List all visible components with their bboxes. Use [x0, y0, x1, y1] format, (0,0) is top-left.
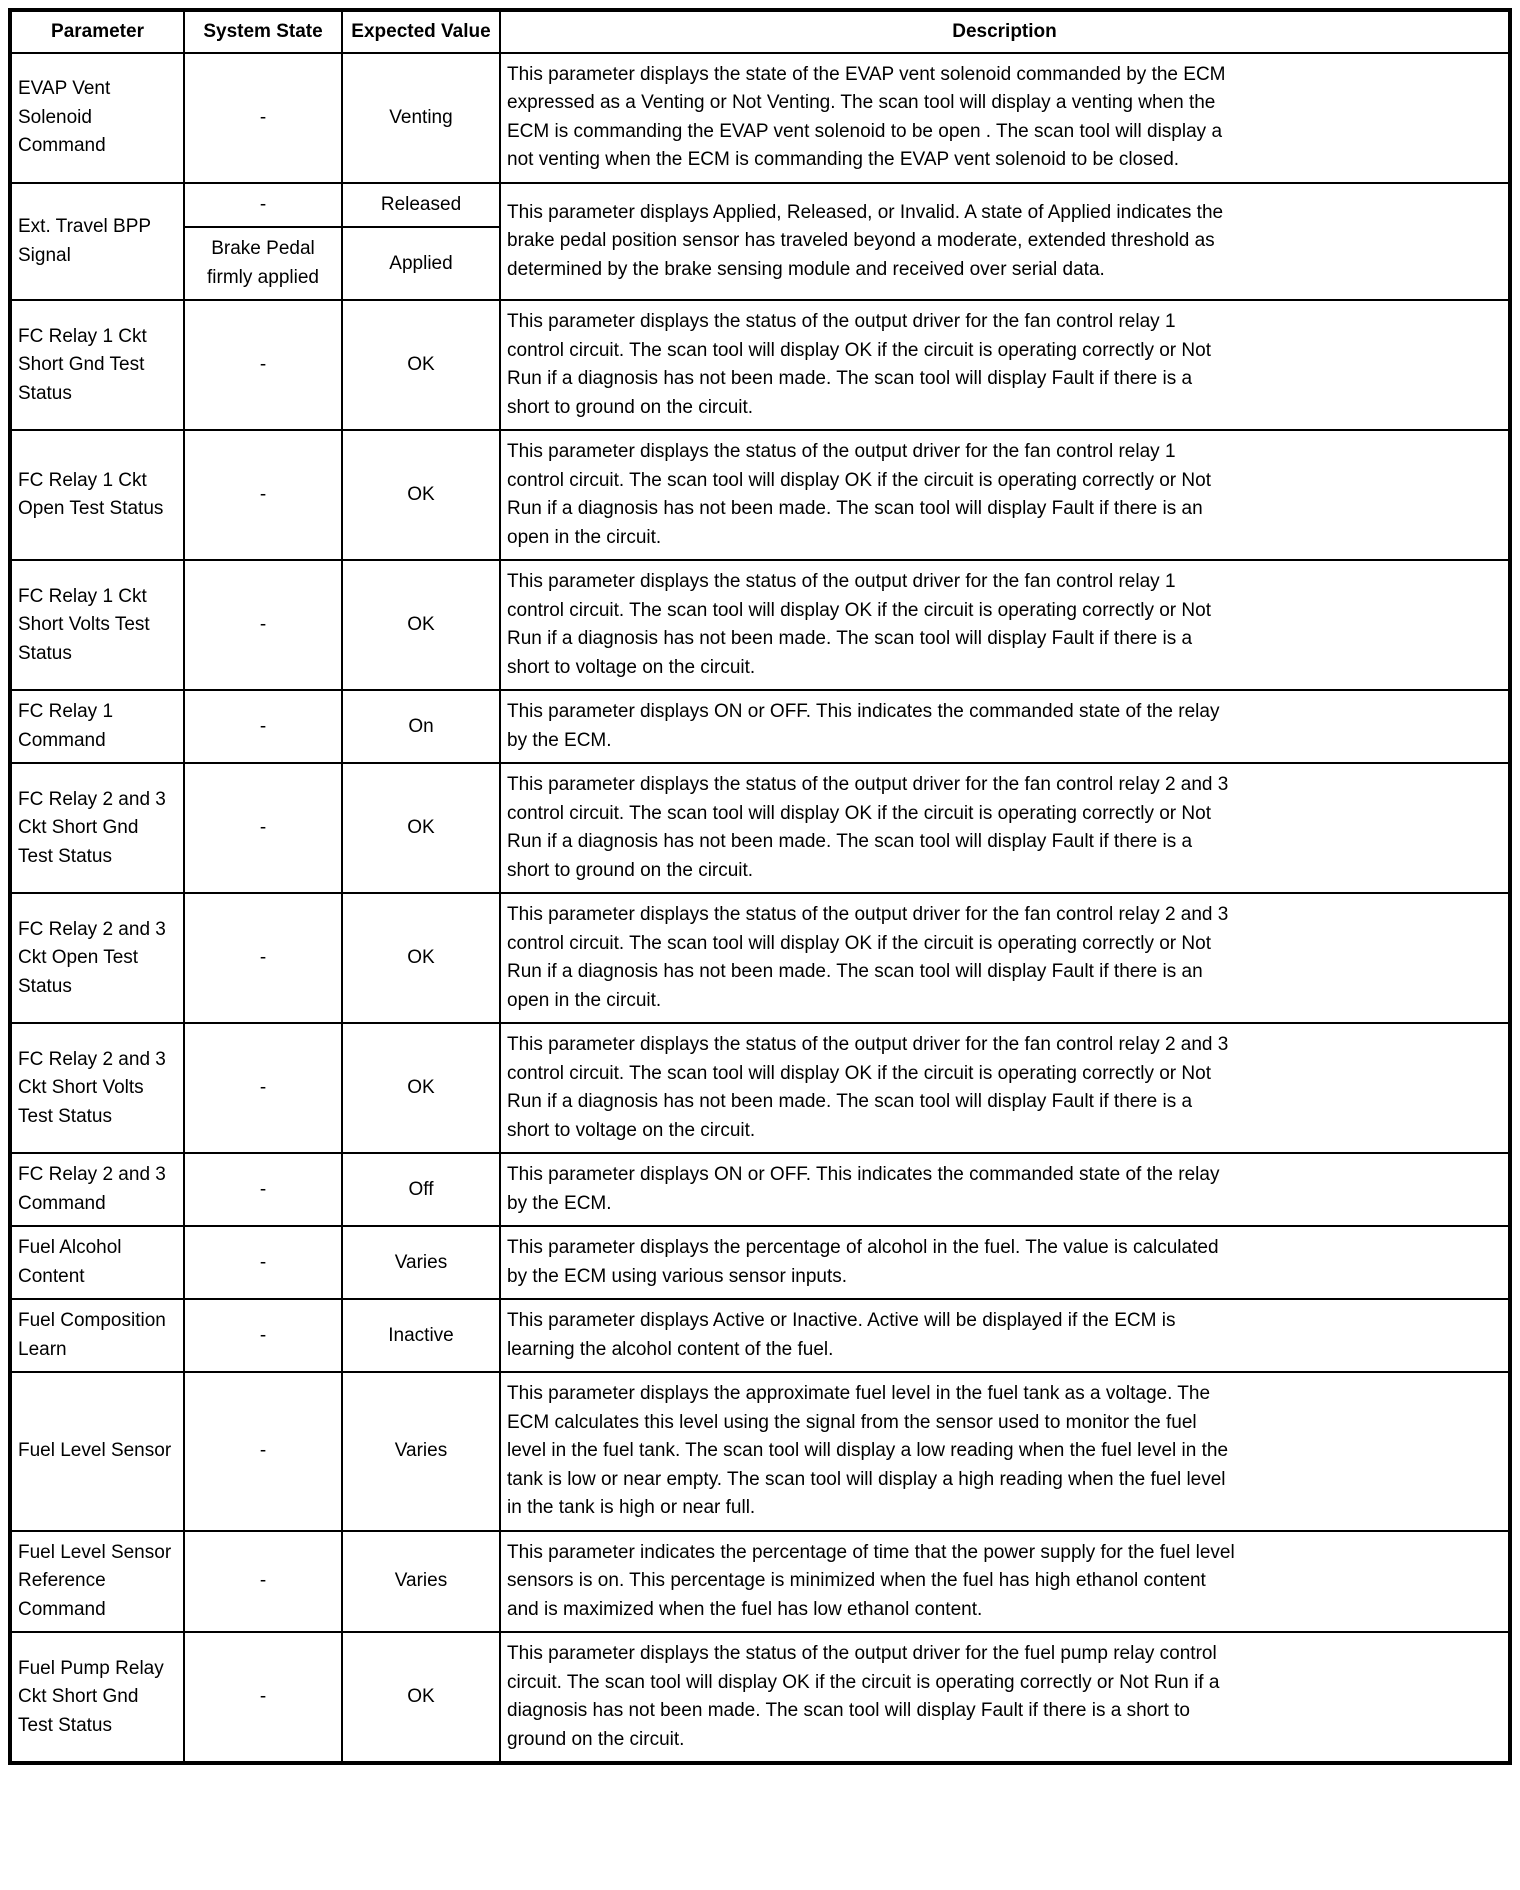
system-state-cell: - — [184, 1299, 342, 1372]
description-text: This parameter displays the status of the output driver for the fuel pump relay control circuit. The scan tool will display OK if the circuit is operating correctly or Not Run if a diagnosis has not been made. The scan tool will display Fault if there is a short to ground on the circuit. — [507, 1643, 1220, 1750]
system-state-cell: - — [184, 1023, 342, 1153]
parameter-cell: FC Relay 1 Ckt Short Volts Test Status — [10, 560, 184, 690]
description-cell — [500, 1153, 1510, 1226]
system-state-cell: Brake Pedal firmly applied — [184, 227, 342, 300]
description-text: This parameter displays the status of the output driver for the fan control relay 2 and 3 control circuit. The scan tool will display OK if the circuit is operating correctly or Not Run if a diagnosis has not been made. The scan tool will display Fault if there is an open in the circuit. — [507, 904, 1229, 1011]
description-text: This parameter displays Active or Inactive. Active will be displayed if the ECM is learning the alcohol content of the fuel. — [507, 1310, 1176, 1360]
parameter-table — [8, 8, 1512, 1765]
description-text: This parameter displays Applied, Released, or Invalid. A state of Applied indicates the brake pedal position sensor has traveled beyond a moderate, extended threshold as determined by the brake sensing module and received over serial data. — [507, 201, 1224, 280]
description-cell — [500, 430, 1510, 560]
expected-value-cell: Varies — [342, 1372, 500, 1531]
description-cell — [500, 1023, 1510, 1153]
expected-value-cell: OK — [342, 1632, 500, 1763]
table-row — [10, 1372, 1510, 1531]
system-state-cell: - — [184, 1226, 342, 1299]
parameter-cell: FC Relay 2 and 3 Ckt Open Test Status — [10, 893, 184, 1023]
table-row — [10, 560, 1510, 690]
description-text: This parameter displays ON or OFF. This indicates the commanded state of the relay by the ECM. — [507, 701, 1220, 751]
parameter-cell: Fuel Composition Learn — [10, 1299, 184, 1372]
parameter-cell: FC Relay 2 and 3 Command — [10, 1153, 184, 1226]
table-body — [10, 53, 1510, 1764]
expected-value-cell: Off — [342, 1153, 500, 1226]
description-cell — [500, 53, 1510, 183]
description-cell — [500, 1372, 1510, 1531]
description-cell — [500, 1531, 1510, 1633]
description-cell — [500, 690, 1510, 763]
system-state-cell: - — [184, 300, 342, 430]
table-row — [10, 1023, 1510, 1153]
table-header-row — [10, 10, 1510, 53]
system-state-cell: - — [184, 1153, 342, 1226]
header-description: Description — [500, 10, 1510, 53]
expected-value-cell: OK — [342, 430, 500, 560]
description-cell — [500, 893, 1510, 1023]
description-text: This parameter displays the status of the output driver for the fan control relay 2 and 3 control circuit. The scan tool will display OK if the circuit is operating correctly or Not Run if a diagnosis has not been made. The scan tool will display Fault if there is a short to ground on the circuit. — [507, 774, 1229, 881]
parameter-cell: FC Relay 2 and 3 Ckt Short Volts Test Status — [10, 1023, 184, 1153]
description-text: This parameter indicates the percentage of time that the power supply for the fuel level sensors is on. This percentage is minimized when the fuel has high ethanol content and is maximized when the fuel has low ethanol content. — [507, 1541, 1235, 1620]
system-state-cell: - — [184, 1372, 342, 1531]
parameter-cell: EVAP Vent Solenoid Command — [10, 53, 184, 183]
header-expected-value: Expected Value — [342, 10, 500, 53]
expected-value-cell: Venting — [342, 53, 500, 183]
description-cell — [500, 560, 1510, 690]
description-text: This parameter displays the approximate fuel level in the fuel tank as a voltage. The ECM calculates this level using the signal from the sensor used to monitor the fuel level in the fuel tank. The scan tool will display a low reading when the fuel level in the tank is low or near empty. The scan tool will display a high reading when the fuel level in the tank is high or near full. — [507, 1383, 1229, 1519]
expected-value-cell: Varies — [342, 1531, 500, 1633]
parameter-cell: FC Relay 1 Ckt Open Test Status — [10, 430, 184, 560]
parameter-cell: Ext. Travel BPP Signal — [10, 183, 184, 301]
table-row — [10, 1226, 1510, 1299]
expected-value-cell: On — [342, 690, 500, 763]
description-cell — [500, 300, 1510, 430]
header-system-state: System State — [184, 10, 342, 53]
table-row — [10, 1531, 1510, 1633]
parameter-cell: Fuel Level Sensor Reference Command — [10, 1531, 184, 1633]
parameter-cell: FC Relay 1 Command — [10, 690, 184, 763]
expected-value-cell: OK — [342, 1023, 500, 1153]
table-row — [10, 1299, 1510, 1372]
system-state-cell: - — [184, 1632, 342, 1763]
system-state-cell: - — [184, 763, 342, 893]
table-row — [10, 763, 1510, 893]
description-text: This parameter displays the percentage of alcohol in the fuel. The value is calculated by the ECM using various sensor inputs. — [507, 1237, 1219, 1287]
expected-value-cell: OK — [342, 893, 500, 1023]
table-row — [10, 183, 1510, 228]
expected-value-cell: OK — [342, 560, 500, 690]
parameter-cell: Fuel Alcohol Content — [10, 1226, 184, 1299]
description-cell — [500, 1299, 1510, 1372]
table-row — [10, 430, 1510, 560]
system-state-cell: - — [184, 560, 342, 690]
description-text: This parameter displays the status of the output driver for the fan control relay 1 control circuit. The scan tool will display OK if the circuit is operating correctly or Not Run if a diagnosis has not been made. The scan tool will display Fault if there is an open in the circuit. — [507, 441, 1211, 548]
system-state-cell: - — [184, 430, 342, 560]
description-text: This parameter displays the status of the output driver for the fan control relay 1 control circuit. The scan tool will display OK if the circuit is operating correctly or Not Run if a diagnosis has not been made. The scan tool will display Fault if there is a short to voltage on the circuit. — [507, 571, 1211, 678]
system-state-cell: - — [184, 183, 342, 228]
parameter-cell: Fuel Pump Relay Ckt Short Gnd Test Status — [10, 1632, 184, 1763]
table-row — [10, 1632, 1510, 1763]
description-text: This parameter displays the status of the output driver for the fan control relay 1 control circuit. The scan tool will display OK if the circuit is operating correctly or Not Run if a diagnosis has not been made. The scan tool will display Fault if there is a short to ground on the circuit. — [507, 311, 1211, 418]
description-text: This parameter displays the status of the output driver for the fan control relay 2 and 3 control circuit. The scan tool will display OK if the circuit is operating correctly or Not Run if a diagnosis has not been made. The scan tool will display Fault if there is a short to voltage on the circuit. — [507, 1034, 1229, 1141]
parameter-cell: FC Relay 2 and 3 Ckt Short Gnd Test Status — [10, 763, 184, 893]
parameter-cell: FC Relay 1 Ckt Short Gnd Test Status — [10, 300, 184, 430]
system-state-cell: - — [184, 1531, 342, 1633]
expected-value-cell: Varies — [342, 1226, 500, 1299]
expected-value-cell: Released — [342, 183, 500, 228]
table-row — [10, 690, 1510, 763]
system-state-cell: - — [184, 690, 342, 763]
table-row — [10, 893, 1510, 1023]
table-row — [10, 53, 1510, 183]
expected-value-cell: Applied — [342, 227, 500, 300]
description-cell — [500, 763, 1510, 893]
expected-value-cell: OK — [342, 763, 500, 893]
system-state-cell: - — [184, 53, 342, 183]
description-cell — [500, 183, 1510, 301]
description-text: This parameter displays the state of the EVAP vent solenoid commanded by the ECM expressed as a Venting or Not Venting. The scan tool will display a venting when the ECM is commanding the EVAP vent solenoid to be open . The scan tool will display a not venting when the ECM is commanding the EVAP vent solenoid to be closed. — [507, 63, 1226, 171]
expected-value-cell: Inactive — [342, 1299, 500, 1372]
parameter-cell: Fuel Level Sensor — [10, 1372, 184, 1531]
table-row — [10, 1153, 1510, 1226]
table-row — [10, 300, 1510, 430]
expected-value-cell: OK — [342, 300, 500, 430]
description-text: This parameter displays ON or OFF. This indicates the commanded state of the relay by the ECM. — [507, 1164, 1220, 1214]
system-state-cell: - — [184, 893, 342, 1023]
description-cell — [500, 1226, 1510, 1299]
header-parameter: Parameter — [10, 10, 184, 53]
description-cell — [500, 1632, 1510, 1763]
